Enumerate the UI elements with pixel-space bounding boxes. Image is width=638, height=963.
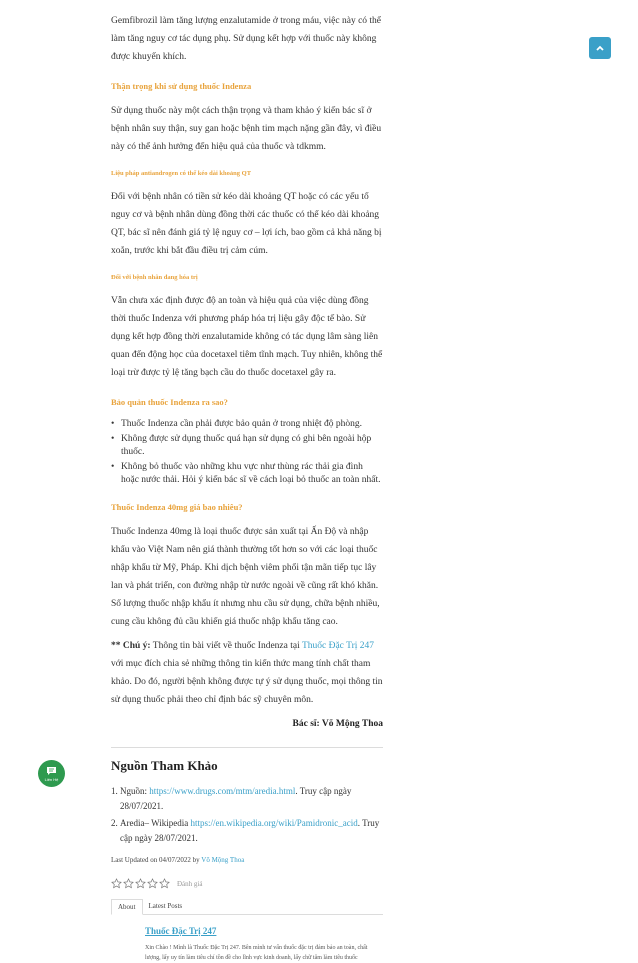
reference-link[interactable]: https://www.drugs.com/mtm/aredia.html	[149, 786, 296, 796]
star-icon[interactable]	[147, 878, 158, 889]
chevron-up-icon	[595, 43, 605, 53]
star-icon[interactable]	[159, 878, 170, 889]
list-item: • Không bỏ thuốc vào những khu vực như thùng rác thải gia đình hoặc nước thải. Hỏi ý kiến bác sĩ về cách loại bỏ thuốc an toàn nhất.	[111, 461, 383, 487]
star-icon[interactable]	[135, 878, 146, 889]
note-text-1: Thông tin bài viết về thuốc Indenza tại	[150, 641, 302, 651]
star-icon[interactable]	[111, 878, 122, 889]
chemo-paragraph: Vẫn chưa xác định được độ an toàn và hiệu quả của việc dùng đồng thời thuốc Indenza với phương pháp hóa trị liệu gây độc tế bào. Sử dụng kết hợp đồng thời enzalutamide không có tác dụng lâm sàng liên quan đến động học của docetaxel tiêm tĩnh mạch. Tuy nhiên, không thể loại trừ được tỷ lệ tăng bạch cầu do thuốc docetaxel gây ra.	[111, 296, 383, 378]
list-item: • Thuốc Indenza cần phải được bảo quản ở trong nhiệt độ phòng.	[111, 418, 383, 431]
star-rating	[111, 878, 383, 889]
author-box-tabs	[111, 899, 383, 915]
list-item	[111, 784, 383, 814]
rating-label: Đánh giá	[177, 879, 203, 888]
reference-link[interactable]: https://en.wikipedia.org/wiki/Pamidronic_acid	[190, 818, 358, 828]
intro-paragraph: Gemfibrozil làm tăng lượng enzalutamide ở trong máu, việc này có thể làm tăng nguy cơ tác dụng phụ. Sử dụng kết hợp với thuốc này không được khuyến khích.	[111, 16, 382, 62]
ref-number: 1.	[111, 786, 118, 796]
divider	[111, 747, 383, 748]
author-box-body	[111, 921, 383, 963]
chat-label: Liên Hệ	[44, 776, 59, 782]
article-content	[111, 12, 383, 963]
ref-suffix: . Truy cập ngày 28/07/2021.	[120, 786, 352, 811]
author-box-bio: Xin Chào ! Mình là Thuốc Đặc Trị 247. Bên mình tư vấn thuốc đặc trị đảm bảo an toàn, chất lượng, lấy uy tín làm tiêu chí tồn đề cho lĩnh vực kinh doanh, lấy chữ tâm làm tiêu thuốc	[145, 945, 368, 961]
careful-heading: Thận trọng khi sử dụng thuốc Indenza	[111, 81, 252, 91]
storage-heading: Bảo quản thuốc Indenza ra sao?	[111, 397, 228, 407]
last-updated	[111, 856, 383, 864]
star-icon[interactable]	[123, 878, 134, 889]
careful-paragraph: Sử dụng thuốc này một cách thận trọng và tham khảo ý kiến bác sĩ ở bệnh nhân suy thận, suy gan hoặc bệnh tim mạch nặng gần đây, vì điều này có thể ảnh hưởng đến hiệu quả của thuốc và tdkmm.	[111, 106, 382, 152]
qt-paragraph: Đối với bệnh nhân có tiền sử kéo dài khoảng QT hoặc có các yếu tố nguy cơ và bệnh nhân dùng đồng thời các thuốc có thể kéo dài khoảng QT, bác sĩ nên đánh giá tỷ lệ nguy cơ – lợi ích, bao gồm cả khả năng bị xoắn, trước khi bắt đầu điều trị cảm cúm.	[111, 192, 382, 256]
storage-list	[111, 418, 383, 487]
scroll-to-top-button[interactable]	[589, 37, 611, 59]
tab-latest-posts[interactable]: Latest Posts	[148, 902, 183, 910]
list-item	[111, 816, 383, 846]
ref-prefix: Aredia– Wikipedia	[120, 818, 191, 828]
price-paragraph: Thuốc Indenza 40mg là loại thuốc được sản xuất tại Ấn Độ và nhập khẩu vào Việt Nam nên giá thành thường tốt hơn so với các loại thuốc nhập khẩu từ Mỹ, Pháp. Khi dịch bệnh viêm phổi tận mãn tiếp tục lây lan và phát triển, con đường nhập từ nước ngoài về cũng rất khó khăn. Số lượng thuốc nhập khẩu ít nhưng nhu cầu sử dụng, chữa bệnh nhiều, cung cầu không đủ cầu khiến giá thuốc nhập khẩu tăng cao.	[111, 527, 380, 627]
last-updated-prefix: Last Updated on 04/07/2022 by	[111, 856, 202, 864]
price-heading: Thuốc Indenza 40mg giá bao nhiêu?	[111, 502, 243, 512]
author-box-name[interactable]: Thuốc Đặc Trị 247	[145, 926, 217, 936]
contact-chat-button[interactable]	[38, 760, 65, 787]
ref-suffix: . Truy cập ngày 28/07/2021.	[120, 818, 380, 843]
ref-prefix: Nguồn:	[120, 786, 150, 796]
article-author: Bác sĩ: Võ Mộng Thoa	[292, 719, 383, 729]
references-list	[111, 784, 383, 846]
note-text-2: với mục đích chia sẻ những thông tin kiến thức mang tính chất tham khảo. Do đó, người bệnh không được tự ý sử dụng thuốc, mọi thông tin sử dụng thuốc phải theo chỉ định bác sỹ chuyên môn.	[111, 659, 383, 705]
chemo-heading: Đối với bệnh nhân đang hóa trị	[111, 274, 198, 281]
ref-number: 2.	[111, 818, 118, 828]
list-item: • Không được sử dụng thuốc quá hạn sử dụng có ghi bên ngoài hộp thuốc.	[111, 433, 383, 459]
site-link[interactable]: Thuốc Đặc Trị 247	[301, 641, 374, 651]
last-updated-author-link[interactable]: Võ Mộng Thoa	[201, 856, 245, 864]
qt-heading: Liệu pháp antiandrogen có thể kéo dài khoảng QT	[111, 170, 252, 177]
note-prefix: ** Chú ý:	[111, 641, 151, 651]
chat-icon	[46, 766, 57, 776]
references-heading: Nguồn Tham Khảo	[111, 758, 218, 773]
tab-about[interactable]: About	[111, 899, 143, 915]
note-paragraph	[111, 637, 383, 709]
